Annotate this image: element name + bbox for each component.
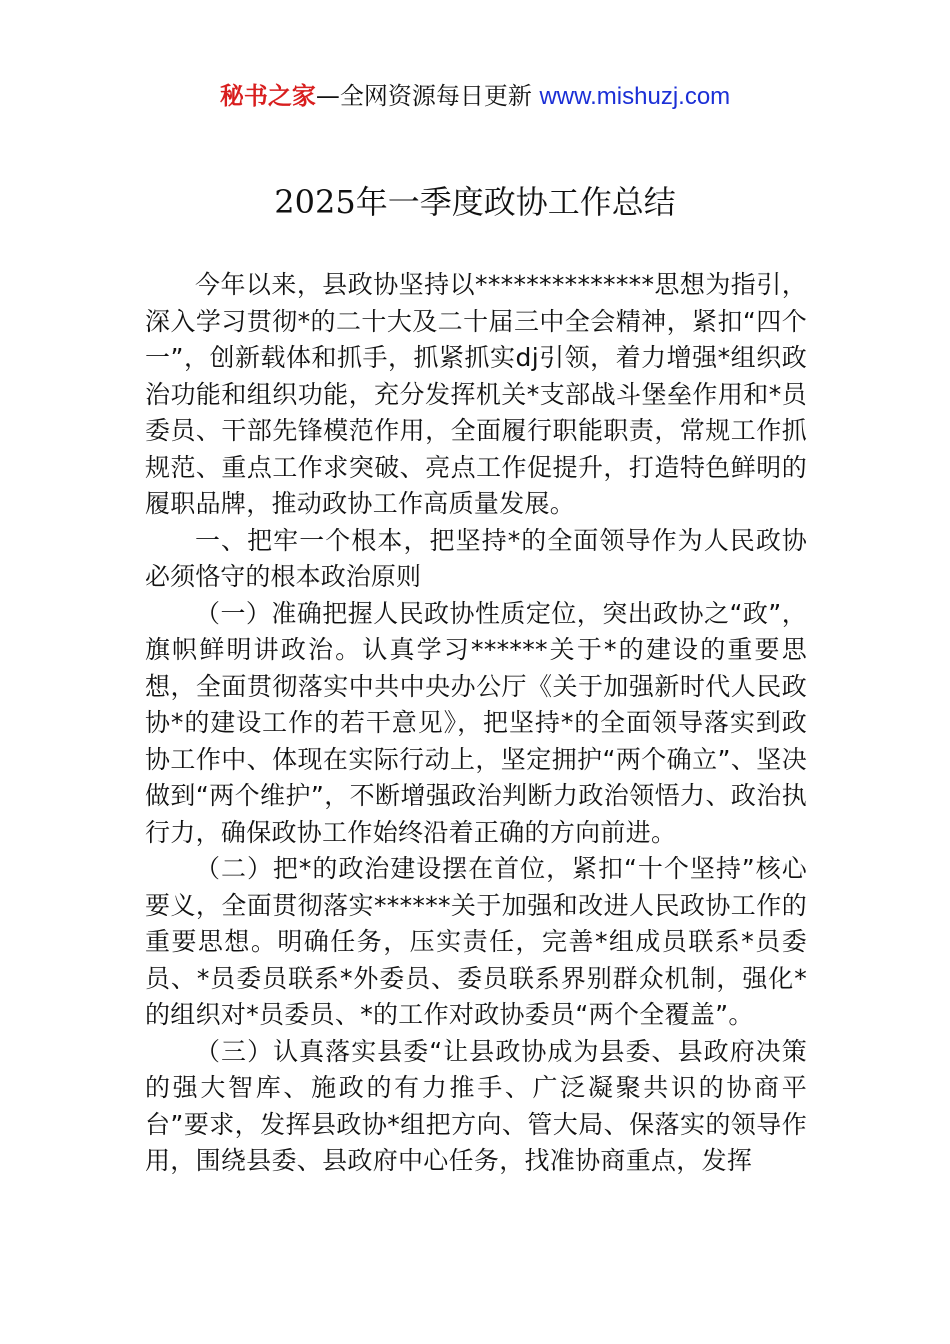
brand-name: 秘书之家 <box>219 82 316 110</box>
header-tagline: —全网资源每日更新 <box>315 82 532 110</box>
body-paragraph: （一）准确把握人民政协性质定位，突出政协之“政”，旗帜鲜明讲政治。认真学习******关于*的建设的重要思想，全面贯彻落实中共中央办公厅《关于加强新时代人民政协*的建设工作的若干意见》，把坚持*的全面领导落实到政协工作中、体现在实际行动上，坚定拥护“两个确立”、坚决做到“两个维护”，不断增强政治判断力政治领悟力、政治执行力，确保政协工作始终沿着正确的方向前进。 <box>145 598 807 847</box>
body-paragraph: （三）认真落实县委“让县政协成为县委、县政府决策的强大智库、施政的有力推手、广泛凝聚共识的协商平台”要求，发挥县政协*组把方向、管大局、保落实的领导作用，围绕县委、县政府中心任务，找准协商重点，发挥 <box>145 1036 807 1175</box>
site-url-link[interactable]: www.mishuzj.com <box>539 83 731 110</box>
body-paragraph: （二）把*的政治建设摆在首位，紧扣“十个坚持”核心要义，全面贯彻落实******关于加强和改进人民政协工作的重要思想。明确任务，压实责任，完善*组成员联系*员委员、*员委员联系*外委员、委员联系界别群众机制，强化*的组织对*员委员、*的工作对政协委员“两个全覆盖”。 <box>145 854 807 1029</box>
section-heading: 一、把牢一个根本，把坚持*的全面领导作为人民政协必须恪守的根本政治原则 <box>145 525 807 591</box>
site-header <box>0 78 950 115</box>
document-body <box>145 267 807 1180</box>
document-title: 2025年一季度政协工作总结 <box>274 183 676 221</box>
intro-paragraph: 今年以来，县政协坚持以**************思想为指引，深入学习贯彻*的二十大及二十届三中全会精神，紧扣“四个一”，创新载体和抓手，抓紧抓实dj引领，着力增强*组织政治功能和组织功能，充分发挥机关*支部战斗堡垒作用和*员委员、干部先锋模范作用，全面履行职能职责，常规工作抓规范、重点工作求突破、亮点工作促提升，打造特色鲜明的履职品牌，推动政协工作高质量发展。 <box>145 270 807 518</box>
